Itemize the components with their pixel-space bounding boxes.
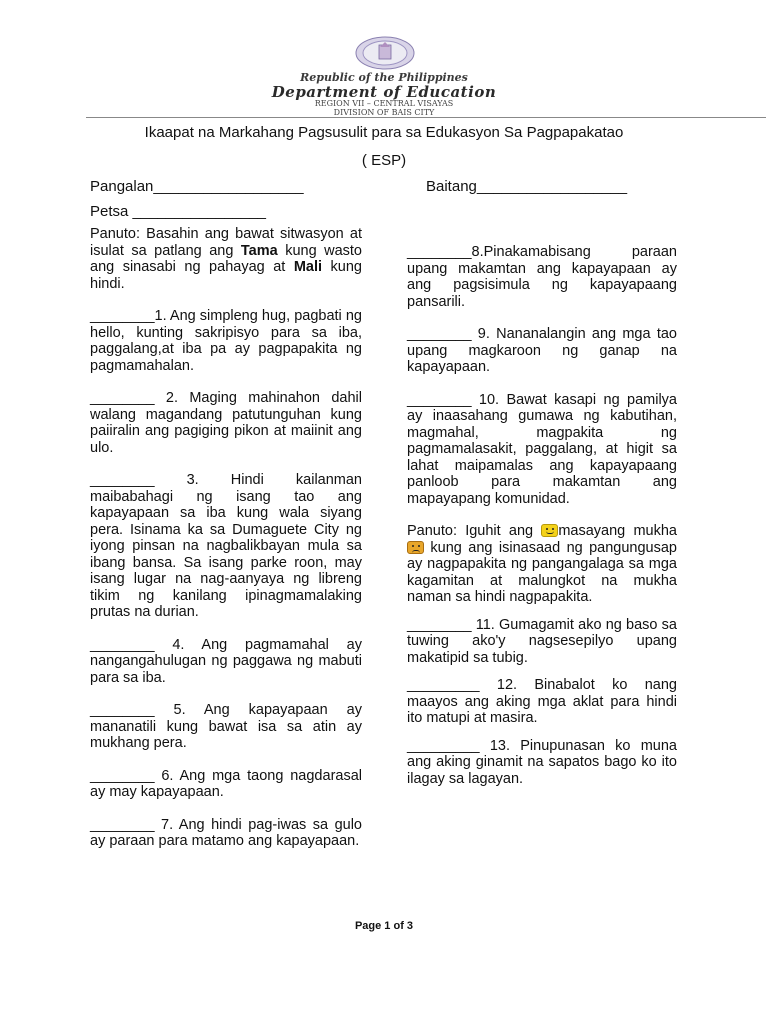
page-footer: [0, 920, 768, 932]
question-9[interactable]: ________ 9. Nananalangin ang mga tao upang magkaroon ng ganap na kapayapaan.: [407, 326, 677, 375]
instructions-2-text-3: kung ang isinasaad ng pangungusap ay nagpapakita ng pangangalaga sa mga kagamitan at malungkot na mukha naman sa hindi nagpapakita.: [407, 539, 677, 605]
left-column: [90, 226, 362, 866]
deped-seal: [354, 36, 416, 70]
instructions-paragraph: [90, 226, 362, 292]
question-6[interactable]: ________ 6. Ang mga taong nagdarasal ay may kapayapaan.: [90, 767, 362, 800]
question-12[interactable]: _________ 12. Binabalot ko nang maayos ang aking mga aklat para hindi ito matupi at masira.: [407, 677, 677, 726]
header-division: DIVISION OF BAIS CITY: [333, 108, 435, 117]
name-field[interactable]: Pangalan__________________: [90, 178, 304, 195]
instructions-text-2: kung wasto ang sinasabi ng pahayag at: [90, 242, 362, 275]
header-department: Department of Education: [271, 83, 497, 101]
question-7[interactable]: ________ 7. Ang hindi pag-iwas sa gulo ay paraan para matamo ang kapayapaan.: [90, 816, 362, 849]
date-field[interactable]: Petsa ________________: [90, 203, 267, 220]
question-3[interactable]: ________ 3. Hindi kailanman maibabahagi ng isang tao ang kapayapaan sa iba kung wala siyang pera. Isinama ka sa Dumaguete City ng iyong pinsan na nagbalikbayan mula sa ibang bansa. Sa isang parke roon, may isang lugar na nag-aanyaya ng libreng tikim ng kanilang ipinagmamalaking prutas na durian.: [90, 472, 362, 620]
question-1[interactable]: ________1. Ang simpleng hug, pagbati ng hello, kunting sakripisyo para sa iba, paggalang,at iba pa ay pagpapakita ng pagmamahalan.: [90, 308, 362, 374]
instructions-2-text-1: Panuto: Iguhit ang: [407, 523, 542, 539]
mali-keyword: Mali: [293, 259, 323, 275]
happy-face-icon: [541, 524, 558, 537]
right-column: [407, 244, 677, 798]
question-4[interactable]: ________ 4. Ang pagmamahal ay nangangahulugan ng paggawa ng mabuti para sa iba.: [90, 636, 362, 686]
page-number: Page 1 of 3: [354, 920, 414, 932]
grade-field[interactable]: Baitang__________________: [426, 178, 628, 195]
instructions-text-3: kung hindi.: [90, 259, 362, 292]
header-rule: [86, 117, 766, 118]
instructions-text-1: Panuto: Basahin ang bawat sitwasyon at isulat sa patlang ang: [90, 226, 362, 259]
tama-keyword: Tama: [240, 242, 278, 259]
question-8[interactable]: ________8.Pinakamabisang paraan upang makamtan ang kapayapaan ay ang pagsisimula ng kapayapaang pansarili.: [407, 244, 677, 310]
sad-face-icon: [407, 541, 424, 554]
exam-subtitle: ( ESP): [361, 152, 407, 169]
exam-title: Ikaapat na Markahang Pagsusulit para sa Edukasyon Sa Pagpapakatao: [144, 124, 624, 141]
question-13[interactable]: _________ 13. Pinupunasan ko muna ang aking ginamit na sapatos bago ko ito ilagay sa lagayan.: [407, 737, 677, 787]
question-5[interactable]: ________ 5. Ang kapayapaan ay mananatili kung bawat isa sa atin ay mukhang pera.: [90, 702, 362, 751]
question-2[interactable]: ________ 2. Maging mahinahon dahil walang magandang patutunguhan kung paiiralin ang pagiging pikon at maiinit ang ulo.: [90, 390, 362, 456]
question-11[interactable]: ________ 11. Gumagamit ako ng baso sa tuwing ako'y nagsesepilyo upang makatipid sa tubig.: [407, 616, 677, 666]
instructions-2-text-2: masayang mukha: [558, 523, 677, 539]
header-republic: Republic of the Philippines: [300, 71, 468, 84]
instructions-2-paragraph: [407, 523, 677, 606]
question-10[interactable]: ________ 10. Bawat kasapi ng pamilya ay inaasahang gumawa ng kabutihan, magmahal, magpakita ng pagmamalasakit, paggalang, at higit sa lahat maipamalas ang kapayapaang panloob para makamtan ang mapayapang komunidad.: [407, 391, 677, 507]
header-region: REGION VII – CENTRAL VISAYAS: [314, 99, 454, 108]
